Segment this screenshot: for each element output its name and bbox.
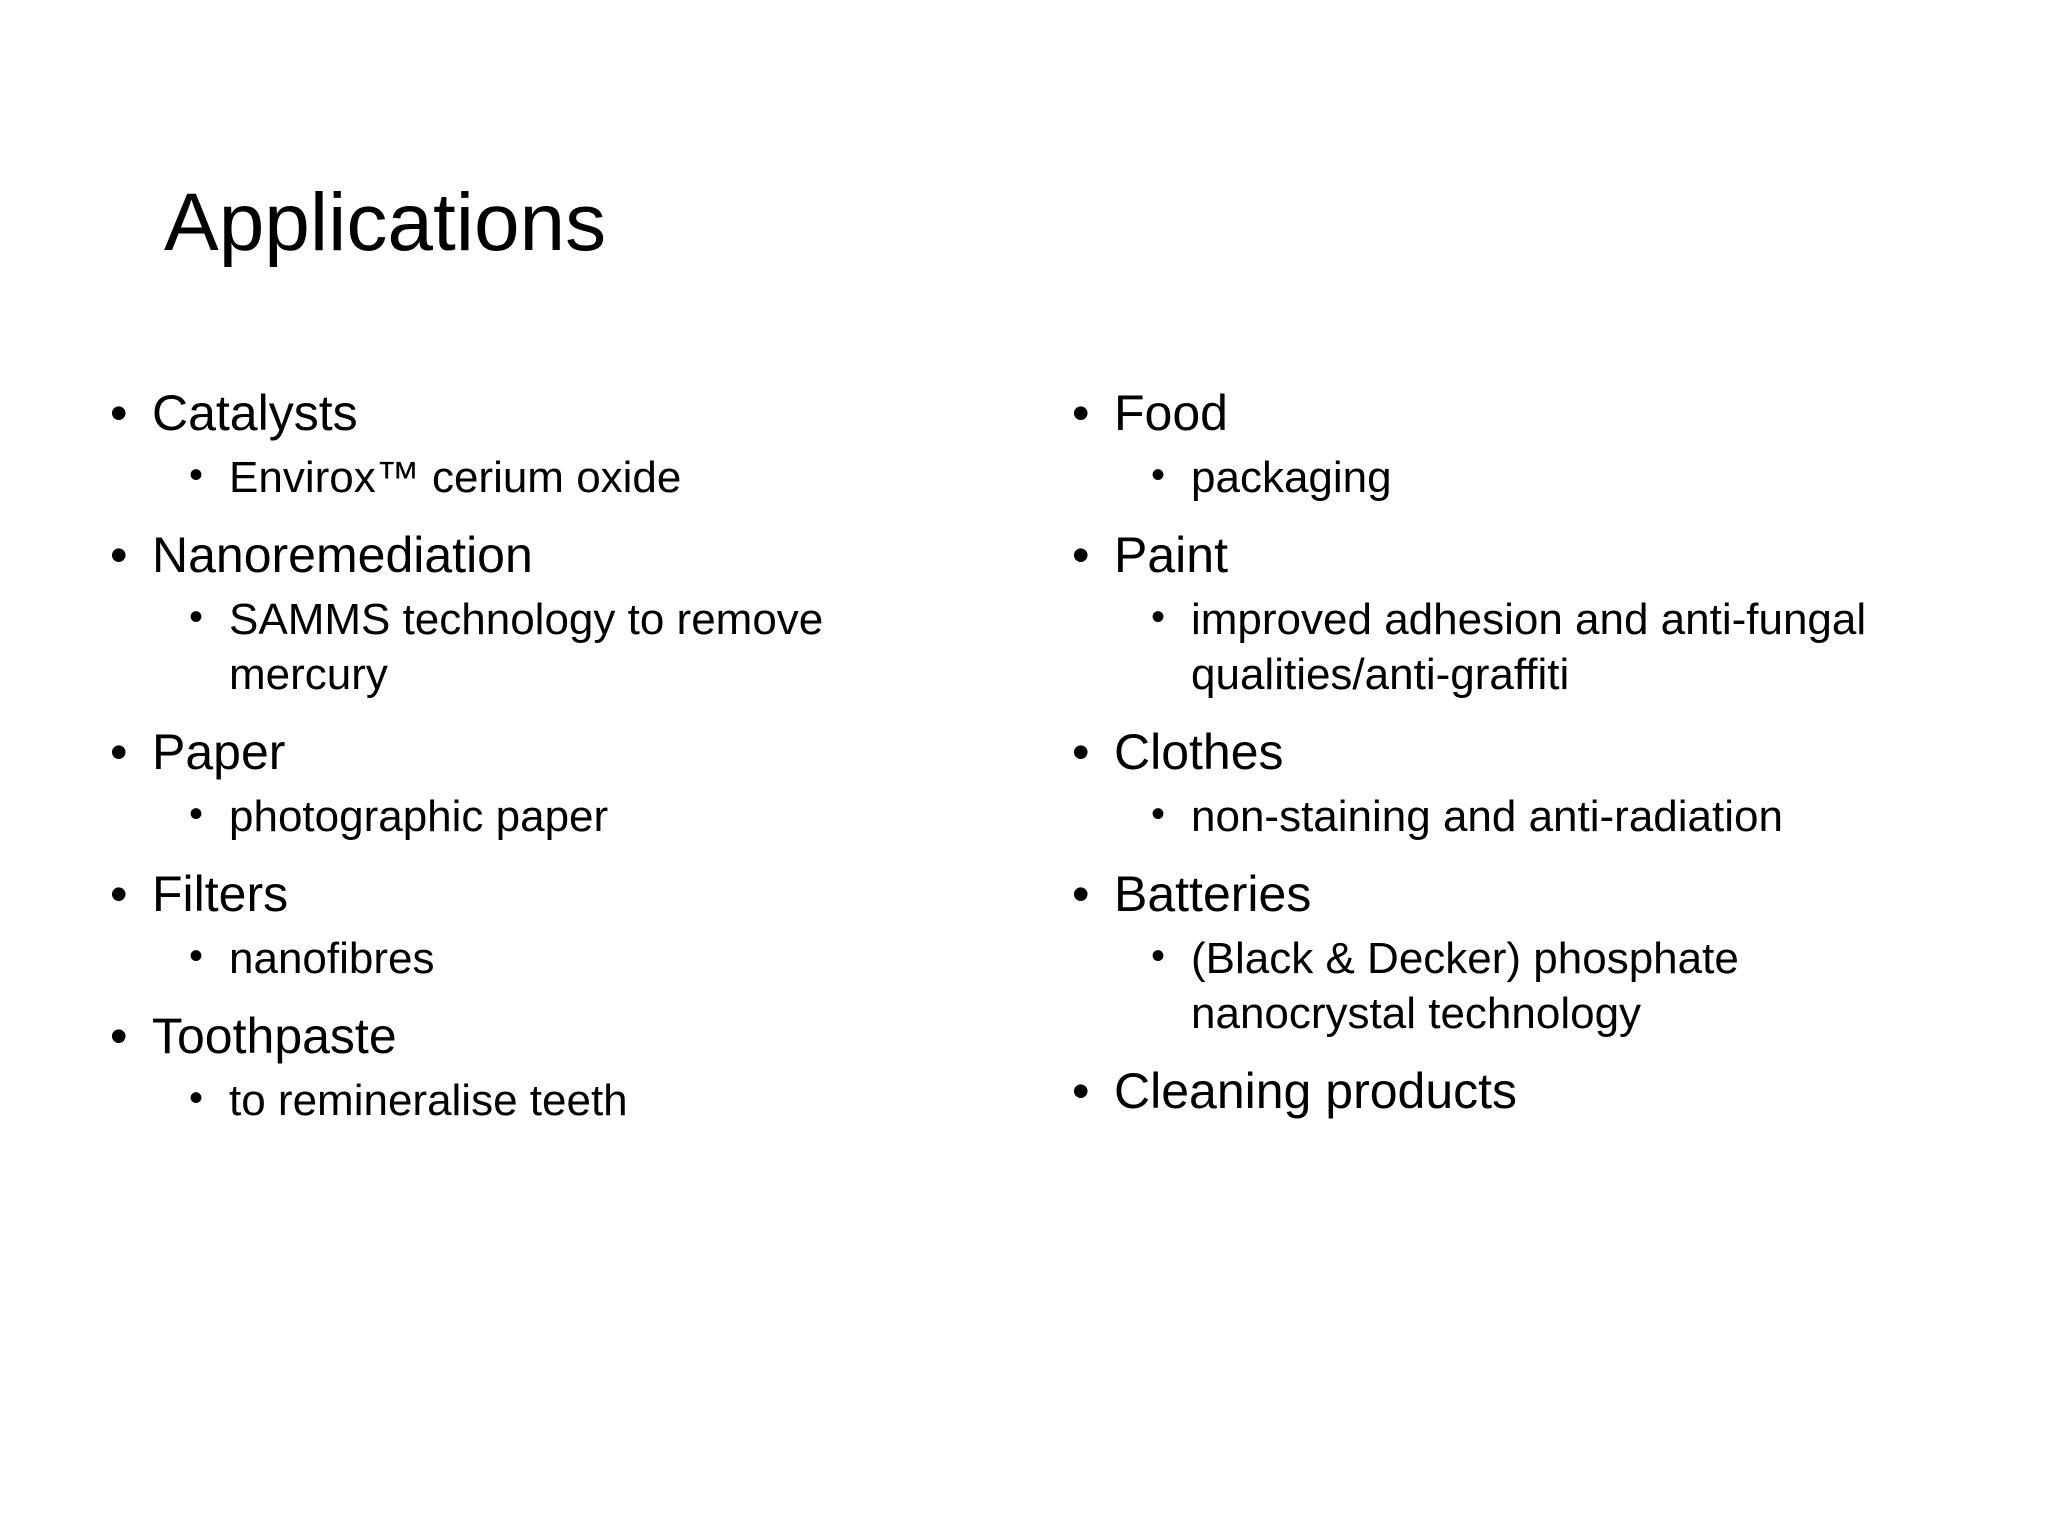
item-label: Filters: [152, 866, 289, 922]
item-subtext: packaging: [1191, 453, 1392, 502]
bullet-icon: •: [189, 934, 204, 978]
slide-title: Applications: [164, 177, 607, 268]
item-subtext: SAMMS technology to remove mercury: [229, 595, 824, 699]
item-label: Nanoremediation: [152, 527, 533, 583]
bullet-icon: •: [1072, 724, 1090, 780]
item-subtext: (Black & Decker) phosphate nanocrystal technology: [1191, 934, 1739, 1038]
bullet-icon: •: [1072, 1063, 1090, 1119]
bullet-icon: •: [1072, 385, 1090, 441]
list-item: [1072, 1063, 1972, 1120]
item-label: Batteries: [1114, 866, 1312, 922]
bullet-icon: •: [189, 453, 204, 497]
bullet-icon: •: [110, 866, 128, 922]
item-label: Clothes: [1114, 724, 1284, 780]
item-label: Paint: [1114, 527, 1228, 583]
bullet-icon: •: [189, 1076, 204, 1120]
bullet-icon: •: [189, 792, 204, 836]
list-item: [110, 527, 970, 702]
bullet-icon: •: [1151, 792, 1166, 836]
right-column: [1072, 385, 1972, 1120]
item-subtext: to remineralise teeth: [229, 1076, 628, 1125]
bullet-icon: •: [1072, 527, 1090, 583]
list-item: [1072, 866, 1972, 1041]
bullet-icon: •: [110, 385, 128, 441]
bullet-icon: •: [1151, 595, 1166, 639]
bullet-icon: •: [110, 1008, 128, 1064]
item-label: Cleaning products: [1114, 1063, 1518, 1119]
bullet-icon: •: [110, 527, 128, 583]
list-item: [1072, 527, 1972, 702]
list-item: [110, 1008, 970, 1128]
bullet-icon: •: [1151, 934, 1166, 978]
bullet-icon: •: [1151, 453, 1166, 497]
item-label: Paper: [152, 724, 286, 780]
item-subtext: Envirox™ cerium oxide: [229, 453, 682, 502]
bullet-icon: •: [189, 595, 204, 639]
item-subtext: photographic paper: [229, 792, 609, 841]
list-item: [110, 866, 970, 986]
left-column: [110, 385, 970, 1128]
item-subtext: improved adhesion and anti-fungal qualities/anti-graffiti: [1191, 595, 1867, 699]
list-item: [110, 385, 970, 505]
item-label: Catalysts: [152, 385, 358, 441]
list-item: [110, 724, 970, 844]
item-label: Food: [1114, 385, 1228, 441]
bullet-icon: •: [110, 724, 128, 780]
bullet-icon: •: [1072, 866, 1090, 922]
list-item: [1072, 385, 1972, 505]
item-subtext: nanofibres: [229, 934, 435, 983]
list-item: [1072, 724, 1972, 844]
item-subtext: non-staining and anti-radiation: [1191, 792, 1783, 841]
item-label: Toothpaste: [152, 1008, 397, 1064]
